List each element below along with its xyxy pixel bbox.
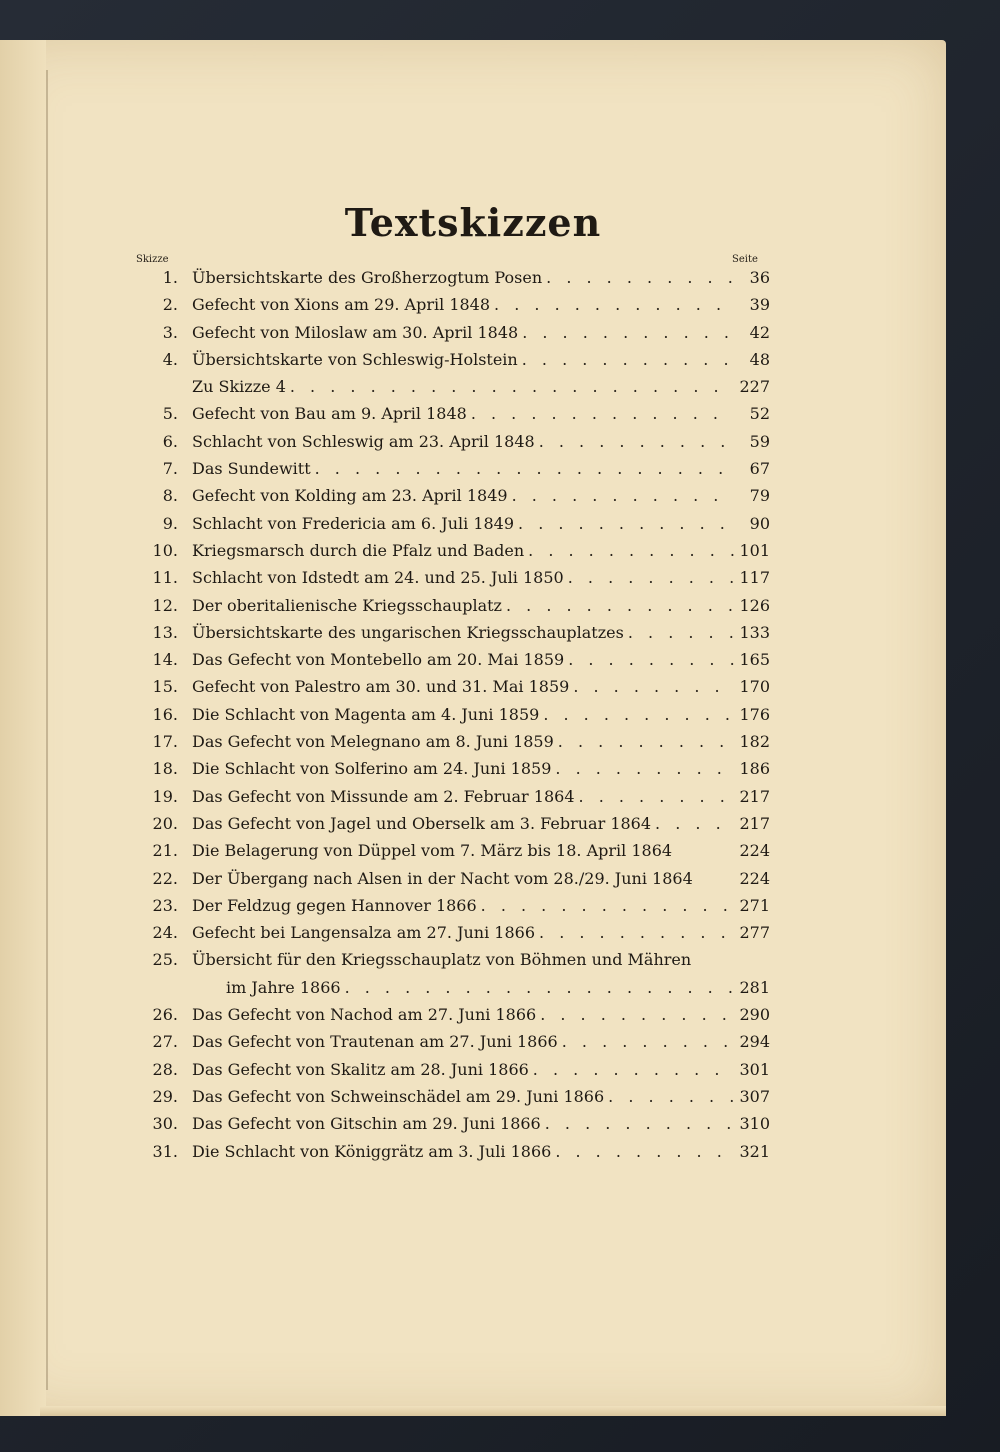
entry-title: Das Gefecht von Schweinschädel am 29. Juni 1866: [192, 1086, 605, 1106]
list-item: [136, 978, 770, 1005]
column-header-skizze: Skizze: [136, 254, 169, 265]
entry-title: Das Sundewitt: [192, 459, 311, 479]
entry-title: Das Gefecht von Jagel und Oberselk am 3. Februar 1864: [192, 813, 652, 833]
entry-number: 14.: [152, 650, 178, 670]
list-item: [136, 677, 770, 704]
entry-number: 15.: [152, 677, 178, 697]
entry-page: 217: [739, 786, 770, 806]
entry-title: Gefecht bei Langensalza am 27. Juni 1866: [192, 923, 536, 943]
list-item: [136, 1005, 770, 1032]
entry-number: 20.: [152, 813, 178, 833]
entry-number: 22.: [152, 868, 178, 888]
leader-dots: [539, 705, 734, 724]
entry-title: Die Schlacht von Solferino am 24. Juni 1859: [192, 759, 552, 779]
entry-number: 17.: [152, 732, 178, 752]
list-item: [136, 1114, 770, 1141]
entry-title: Das Gefecht von Missunde am 2. Februar 1864: [192, 786, 575, 806]
list-item: [136, 759, 770, 786]
entry-page: 90: [749, 513, 770, 533]
entry-page: 133: [739, 622, 770, 642]
leader-dots: [564, 650, 734, 669]
leader-dots: [564, 568, 734, 587]
entry-number: 10.: [152, 540, 178, 560]
entry-page: 307: [739, 1086, 770, 1106]
entry-page: 42: [749, 322, 770, 342]
entry-title: Das Gefecht von Montebello am 20. Mai 1859: [192, 650, 565, 670]
entry-page: 277: [739, 923, 770, 943]
entry-page: 36: [749, 268, 770, 287]
list-item: [136, 787, 770, 814]
leader-dots: [542, 268, 734, 287]
entry-page: 79: [749, 486, 770, 506]
entry-number: 11.: [152, 568, 178, 588]
entry-page: 227: [739, 377, 770, 397]
entry-page: 186: [739, 759, 770, 779]
entry-title: Gefecht von Miloslaw am 30. April 1848: [192, 322, 519, 342]
entry-number: 27.: [152, 1032, 178, 1052]
entry-number: 7.: [162, 459, 178, 479]
entry-number: 4.: [162, 349, 178, 369]
entry-number: 29.: [152, 1086, 178, 1106]
entry-number: 24.: [152, 923, 178, 943]
list-item: [136, 295, 770, 322]
leader-dots: [554, 732, 734, 751]
list-item: [136, 732, 770, 759]
list-item: [136, 923, 770, 950]
entry-page: 48: [749, 349, 770, 369]
entry-number: 5.: [162, 404, 178, 424]
entry-number: 13.: [152, 622, 178, 642]
list-item: [136, 1142, 770, 1169]
list-item: [136, 896, 770, 923]
list-item: [136, 568, 770, 595]
page-gutter: [0, 40, 46, 1416]
entry-number: 28.: [152, 1059, 178, 1079]
entry-page: 59: [749, 431, 770, 451]
entry-title: Der Übergang nach Alsen in der Nacht vom 28./29. Juni 1864: [192, 868, 693, 888]
entry-page: 271: [739, 895, 770, 915]
leader-dots: [286, 377, 734, 396]
entry-page: 39: [749, 295, 770, 315]
entry-title: Kriegsmarsch durch die Pfalz und Baden: [192, 540, 525, 560]
entry-page: 126: [739, 595, 770, 615]
leader-dots: [541, 1114, 734, 1133]
list-item: [136, 459, 770, 486]
leader-dots: [467, 404, 734, 423]
list-item: [136, 705, 770, 732]
entry-number: 23.: [152, 895, 178, 915]
entry-title: Übersichtskarte des Großherzogtum Posen: [192, 268, 543, 287]
leader-dots: [558, 1032, 734, 1051]
leader-dots: [529, 1060, 734, 1079]
entry-title: Der Feldzug gegen Hannover 1866: [192, 895, 477, 915]
list-item: [136, 1060, 770, 1087]
list-item: [136, 950, 770, 977]
leader-dots: [551, 1142, 734, 1161]
list-item: [136, 350, 770, 377]
entry-number: 12.: [152, 595, 178, 615]
entry-title: Die Schlacht von Magenta am 4. Juni 1859: [192, 704, 540, 724]
entry-title: Übersicht für den Kriegsschauplatz von Böhmen und Mähren: [192, 950, 692, 970]
list-item: [136, 323, 770, 350]
leader-dots: [535, 923, 734, 942]
entry-title: im Jahre 1866: [226, 977, 341, 997]
entry-page: 182: [739, 732, 770, 752]
entry-page: 117: [739, 568, 770, 588]
entry-page: 310: [739, 1114, 770, 1134]
entry-number: 19.: [152, 786, 178, 806]
entry-number: 8.: [162, 486, 178, 506]
entry-number: 21.: [152, 841, 178, 861]
column-header-seite: Seite: [732, 254, 758, 265]
leader-dots: [518, 350, 734, 369]
entry-number: 30.: [152, 1114, 178, 1134]
entry-page: 101: [739, 540, 770, 560]
entry-page: 301: [739, 1059, 770, 1079]
entry-number: 16.: [152, 704, 178, 724]
list-item: [136, 404, 770, 431]
entry-title: Gefecht von Xions am 29. April 1848: [192, 295, 491, 315]
leader-dots: [502, 596, 734, 615]
entry-title: Schlacht von Schleswig am 23. April 1848: [192, 431, 535, 451]
entry-number: 1.: [162, 268, 178, 287]
leader-dots: [477, 896, 734, 915]
entry-number: 3.: [162, 322, 178, 342]
list-item: [136, 623, 770, 650]
entry-page: 224: [739, 868, 770, 888]
book-page: [0, 40, 946, 1416]
list-item: [136, 377, 770, 404]
leader-dots: [508, 486, 734, 505]
list-item: [136, 432, 770, 459]
entry-title: Der oberitalienische Kriegsschauplatz: [192, 595, 502, 615]
entry-page: 217: [739, 813, 770, 833]
leader-dots: [536, 1005, 734, 1024]
list-item: [136, 814, 770, 841]
leader-dots: [604, 1087, 734, 1106]
leader-dots: [551, 759, 734, 778]
entry-page: 170: [739, 677, 770, 697]
entry-page: 321: [739, 1141, 770, 1161]
list-item: [136, 1087, 770, 1114]
entry-page: 52: [749, 404, 770, 424]
list-item: [136, 541, 770, 568]
entry-page: 294: [739, 1032, 770, 1052]
entry-title: Die Belagerung von Düppel vom 7. März bis 18. April 1864: [192, 841, 673, 861]
list-item: [136, 268, 770, 295]
entry-title: Das Gefecht von Nachod am 27. Juni 1866: [192, 1005, 537, 1025]
entry-page: 281: [739, 977, 770, 997]
leader-dots: [575, 787, 734, 806]
leader-dots: [514, 514, 734, 533]
entry-number: 9.: [162, 513, 178, 533]
entry-title: Gefecht von Bau am 9. April 1848: [192, 404, 467, 424]
entry-page: 224: [739, 841, 770, 861]
entry-number: 2.: [162, 295, 178, 315]
entry-title: Übersichtskarte von Schleswig-Holstein: [192, 349, 518, 369]
list-item: [136, 1032, 770, 1059]
leader-dots: [651, 814, 734, 833]
gutter-fold-line: [46, 70, 48, 1390]
entry-number: 18.: [152, 759, 178, 779]
entry-title: Das Gefecht von Gitschin am 29. Juni 1866: [192, 1114, 541, 1134]
entry-title: Schlacht von Fredericia am 6. Juli 1849: [192, 513, 515, 533]
entry-page: 165: [739, 650, 770, 670]
leader-dots: [524, 541, 734, 560]
leader-dots: [341, 978, 734, 997]
entry-page: 67: [749, 459, 770, 479]
list-item: [136, 514, 770, 541]
entry-page: 176: [739, 704, 770, 724]
page-bottom-edge: [40, 1406, 946, 1416]
leader-dots: [490, 295, 734, 314]
entry-title: Zu Skizze 4: [192, 377, 286, 397]
leader-dots: [518, 323, 734, 342]
entry-title: Übersichtskarte des ungarischen Kriegsschauplatzes: [192, 622, 624, 642]
entry-title: Gefecht von Palestro am 30. und 31. Mai 1859: [192, 677, 570, 697]
list-item: [136, 486, 770, 513]
leader-dots: [569, 677, 734, 696]
entry-title: Das Gefecht von Melegnano am 8. Juni 1859: [192, 732, 554, 752]
leader-dots: [624, 623, 734, 642]
entry-title: Schlacht von Idstedt am 24. und 25. Juli 1850: [192, 568, 564, 588]
entry-title: Die Schlacht von Königgrätz am 3. Juli 1866: [192, 1141, 552, 1161]
entry-number: 26.: [152, 1005, 178, 1025]
entry-page: 290: [739, 1005, 770, 1025]
list-item: [136, 841, 770, 868]
entry-title: Das Gefecht von Skalitz am 28. Juni 1866: [192, 1059, 529, 1079]
page-title: Textskizzen: [344, 200, 602, 245]
entry-title: Das Gefecht von Trautenan am 27. Juni 1866: [192, 1032, 558, 1052]
entry-number: 31.: [152, 1141, 178, 1161]
list-item: [136, 596, 770, 623]
list-item: [136, 869, 770, 896]
entry-number: 6.: [162, 431, 178, 451]
entry-number: 25.: [152, 950, 178, 970]
sketch-list: [136, 268, 770, 1169]
entry-title: Gefecht von Kolding am 23. April 1849: [192, 486, 508, 506]
leader-dots: [311, 459, 734, 478]
list-item: [136, 650, 770, 677]
leader-dots: [535, 432, 734, 451]
